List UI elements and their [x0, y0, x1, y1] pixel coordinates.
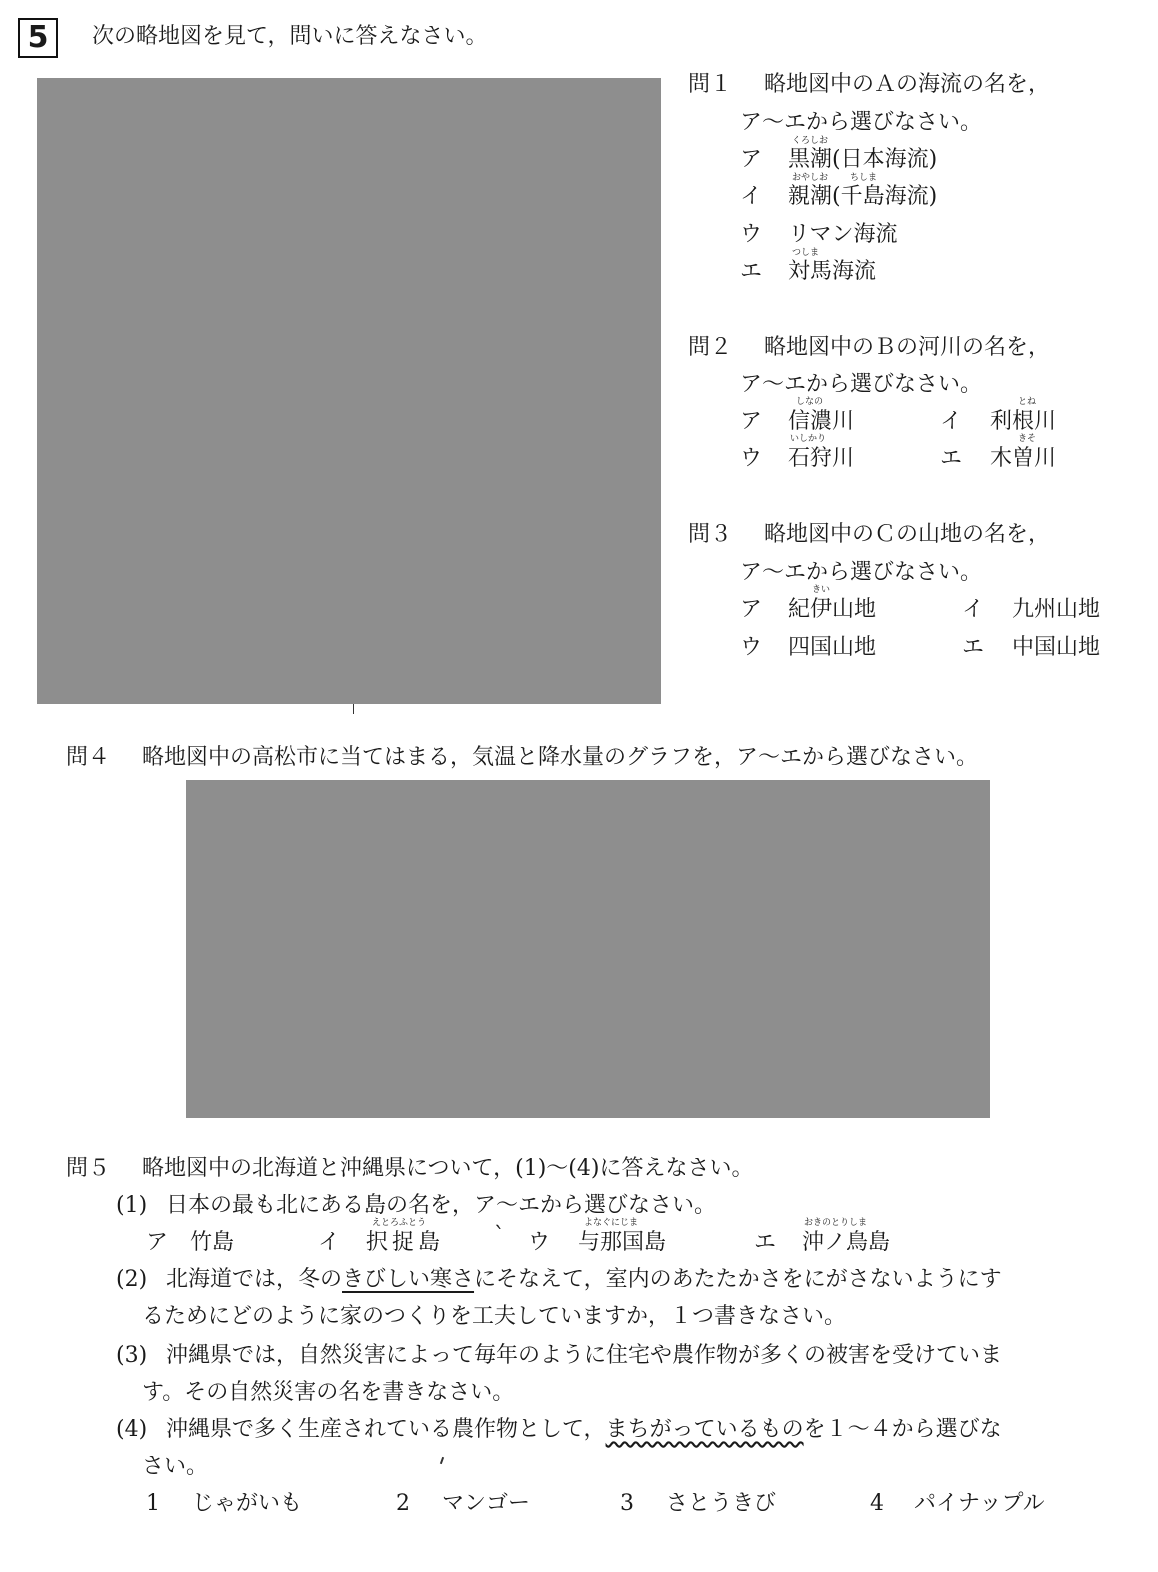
q1-stem-line1: 略地図中のＡの海流の名を，	[764, 72, 1051, 97]
q2-option-text: 利根川	[990, 409, 1057, 434]
question-number-box: 5	[18, 18, 58, 58]
q5-1-option-text: 沖ノ鳥島	[802, 1230, 891, 1255]
q3-stem-line1: 略地図中のＣの山地の名を，	[764, 522, 1051, 547]
q5-4-option-text: マンゴー	[442, 1491, 531, 1516]
q2-option-ruby: とね	[1018, 397, 1037, 407]
q3-option-key: ウ	[740, 635, 763, 660]
q2-option-text: 木曽川	[990, 446, 1057, 471]
q1-option-text: リマン海流	[788, 222, 898, 247]
q5-4-wavy-underlined-text: まちがっているもの	[605, 1417, 804, 1442]
q5-stem: 略地図中の北海道と沖縄県について，(1)～(4)に答えなさい。	[142, 1156, 754, 1181]
q5-1-option-text: 竹島	[190, 1230, 235, 1255]
q5-4-text-post: を１～４から選びな	[803, 1417, 1002, 1442]
q5-4-line1	[166, 1415, 1002, 1445]
q5-2-number: (2)	[116, 1267, 148, 1292]
q3-option-key: エ	[962, 635, 985, 660]
q5-4-option-text: パイナップル	[914, 1491, 1045, 1516]
q5-1-option-ruby: えとろふとう	[372, 1218, 427, 1228]
stray-mark	[440, 1457, 444, 1464]
q3-option-text: 九州山地	[1012, 597, 1101, 622]
q2-option-ruby: きそ	[1018, 434, 1037, 444]
q5-4-text-pre: 沖縄県で多く生産されている農作物として，	[166, 1417, 606, 1442]
q2-option-key: ア	[740, 409, 763, 434]
q2-label: 問２	[688, 335, 733, 360]
q5-4-option-text: じゃがいも	[192, 1491, 303, 1516]
q2-stem-line1: 略地図中のＢの河川の名を，	[764, 335, 1051, 360]
q5-3-line1: 沖縄県では，自然災害によって毎年のように住宅や農作物が多くの被害を受けていま	[166, 1343, 1003, 1368]
q5-1-option-key: ア	[146, 1230, 169, 1255]
q2-option-key: エ	[940, 446, 963, 471]
map-tick-mark	[353, 704, 354, 714]
q5-3-line2: す。その自然災害の名を書きなさい。	[142, 1380, 515, 1405]
q5-1-option-key: ウ	[528, 1230, 551, 1255]
stray-mark: `	[494, 1224, 505, 1249]
q5-1-option-ruby: おきのとりしま	[804, 1218, 868, 1228]
q1-option-text: 黒潮(日本海流)	[788, 147, 938, 172]
q1-stem-line2: ア～エから選びなさい。	[740, 110, 983, 135]
q3-option-text: 中国山地	[1012, 635, 1101, 660]
q2-option-key: イ	[940, 409, 963, 434]
q1-label: 問１	[688, 72, 733, 97]
climate-graphs-image	[186, 780, 990, 1118]
q2-option-text: 石狩川	[788, 446, 855, 471]
q5-4-option-key: 2	[396, 1491, 410, 1516]
q3-label: 問３	[688, 522, 733, 547]
q1-option-ruby: ちしま	[850, 173, 878, 183]
q5-2-line1	[166, 1265, 1002, 1295]
q1-option-key: ア	[740, 147, 763, 172]
q5-1-text: 日本の最も北にある島の名を，ア～エから選びなさい。	[166, 1193, 717, 1218]
instruction: 次の略地図を見て，問いに答えなさい。	[92, 24, 488, 49]
q1-option-text: 親潮(千島海流)	[788, 184, 938, 209]
q2-option-ruby: いしかり	[790, 434, 827, 444]
q1-option-ruby: くろしお	[792, 136, 829, 146]
q3-stem-line2: ア～エから選びなさい。	[740, 560, 983, 585]
q5-2-line2: るためにどのように家のつくりを工夫していますか，１つ書きなさい。	[142, 1304, 847, 1329]
q4-label: 問４	[66, 745, 111, 770]
map-image	[37, 78, 661, 704]
q5-4-option-key: 1	[146, 1491, 160, 1516]
q1-option-ruby: つしま	[792, 248, 820, 258]
q1-option-text: 対馬海流	[788, 259, 877, 284]
q5-2-text-pre: 北海道では，冬の	[166, 1267, 343, 1292]
q2-option-key: ウ	[740, 446, 763, 471]
q5-4-line2: さい。	[142, 1454, 209, 1479]
q3-option-ruby: きい	[812, 585, 831, 595]
q5-1-option-key: イ	[318, 1230, 341, 1255]
q1-option-key: エ	[740, 259, 763, 284]
q5-3-number: (3)	[116, 1343, 148, 1368]
q2-option-text: 信濃川	[788, 409, 855, 434]
q5-1-option-text: 与那国島	[578, 1230, 667, 1255]
q3-option-key: ア	[740, 597, 763, 622]
q1-option-ruby: おやしお	[792, 173, 829, 183]
q5-label: 問５	[66, 1156, 111, 1181]
q5-4-option-key: 4	[870, 1491, 884, 1516]
q3-option-text: 四国山地	[788, 635, 877, 660]
q2-option-ruby: しなの	[796, 397, 824, 407]
q1-option-key: イ	[740, 184, 763, 209]
q5-1-option-text: 択捉島	[366, 1230, 445, 1255]
q5-2-text-post: にそなえて，室内のあたたかさをにがさないようにす	[474, 1267, 1002, 1292]
q5-2-underlined-text: きびしい寒さ	[342, 1267, 475, 1292]
q1-option-key: ウ	[740, 222, 763, 247]
q2-stem-line2: ア～エから選びなさい。	[740, 372, 983, 397]
q5-4-number: (4)	[116, 1417, 148, 1442]
q5-1-number: (1)	[116, 1193, 148, 1218]
q5-1-option-key: エ	[754, 1230, 777, 1255]
q5-4-option-key: 3	[620, 1491, 634, 1516]
q4-stem: 略地図中の高松市に当てはまる，気温と降水量のグラフを，ア～エから選びなさい。	[142, 745, 979, 770]
q3-option-key: イ	[962, 597, 985, 622]
q3-option-text: 紀伊山地	[788, 597, 877, 622]
q5-1-option-ruby: よなぐにじま	[584, 1218, 639, 1228]
q5-4-option-text: さとうきび	[666, 1491, 777, 1516]
